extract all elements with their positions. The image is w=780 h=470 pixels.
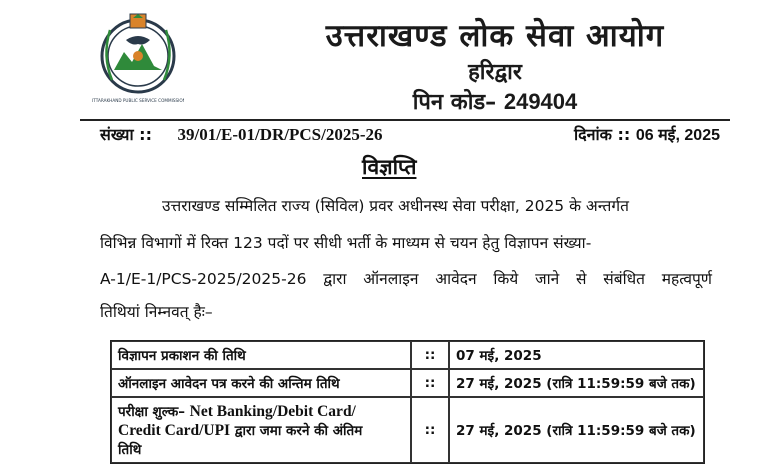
- notice-line-2: विभिन्न विभागों में रिक्त 123 पदों पर सीधी भर्ती के माध्यम से चयन हेतु विज्ञापन संख्या-: [100, 234, 592, 252]
- row-separator: ::: [411, 341, 449, 369]
- date-label: दिनांक ::: [573, 125, 631, 144]
- notice-line-3: A-1/E-1/PCS-2025/2025-26 द्वारा ऑनलाइन आवेदन किये जाने से संबंधित महत्वपूर्ण: [100, 270, 712, 288]
- row-value: 27 मई, 2025 (रात्रि 11:59:59 बजे तक): [449, 369, 704, 397]
- row-separator: ::: [411, 397, 449, 463]
- important-dates-table: [110, 340, 705, 464]
- row-value: 27 मई, 2025 (रात्रि 11:59:59 बजे तक): [449, 397, 704, 463]
- commission-logo: [92, 10, 184, 106]
- notice-heading: विज्ञप्ति: [362, 155, 417, 179]
- row-separator: ::: [411, 369, 449, 397]
- pin-label: पिन कोड–: [412, 90, 497, 115]
- row-label: ऑनलाइन आवेदन पत्र करने की अन्तिम तिथि: [111, 369, 411, 397]
- pin-code: [260, 86, 730, 116]
- table-row: [111, 369, 704, 397]
- commission-title: उत्तराखण्ड लोक सेवा आयोग: [325, 18, 665, 54]
- notice-line-1: उत्तराखण्ड सम्मिलित राज्य (सिविल) प्रवर अधीनस्थ सेवा परीक्षा, 2025 के अन्तर्गत: [162, 197, 629, 215]
- fee-label-end: तिथि: [118, 442, 142, 458]
- emblem-icon: [92, 10, 184, 106]
- table-row: [111, 341, 704, 369]
- row-value: 07 मई, 2025: [449, 341, 704, 369]
- svg-text:UTTARAKHAND PUBLIC SERVICE COM: UTTARAKHAND PUBLIC SERVICE COMMISSION: [92, 98, 184, 103]
- notice-date: [574, 123, 720, 145]
- row-label: [111, 397, 411, 463]
- table-row: [111, 397, 704, 463]
- fee-label-prefix: परीक्षा शुल्क–: [118, 404, 190, 420]
- reference-label: संख्या ::: [100, 125, 152, 144]
- fee-label-methods: Net Banking/Debit Card/: [189, 403, 356, 420]
- header-divider: [80, 119, 730, 121]
- row-label: विज्ञापन प्रकाशन की तिथि: [111, 341, 411, 369]
- fee-label-methods-2: Credit Card/UPI: [118, 422, 231, 439]
- reference-number: [100, 123, 383, 145]
- reference-value: 39/01/E-01/DR/PCS/2025-26: [177, 125, 383, 144]
- notice-line-4: तिथियां निम्नवत् हैः–: [100, 303, 213, 321]
- city-name: हरिद्वार: [468, 60, 522, 85]
- date-value: 06 मई, 2025: [635, 127, 720, 144]
- fee-label-suffix: द्वारा जमा करने की अंतिम: [230, 423, 363, 439]
- pin-value: 249404: [503, 89, 578, 114]
